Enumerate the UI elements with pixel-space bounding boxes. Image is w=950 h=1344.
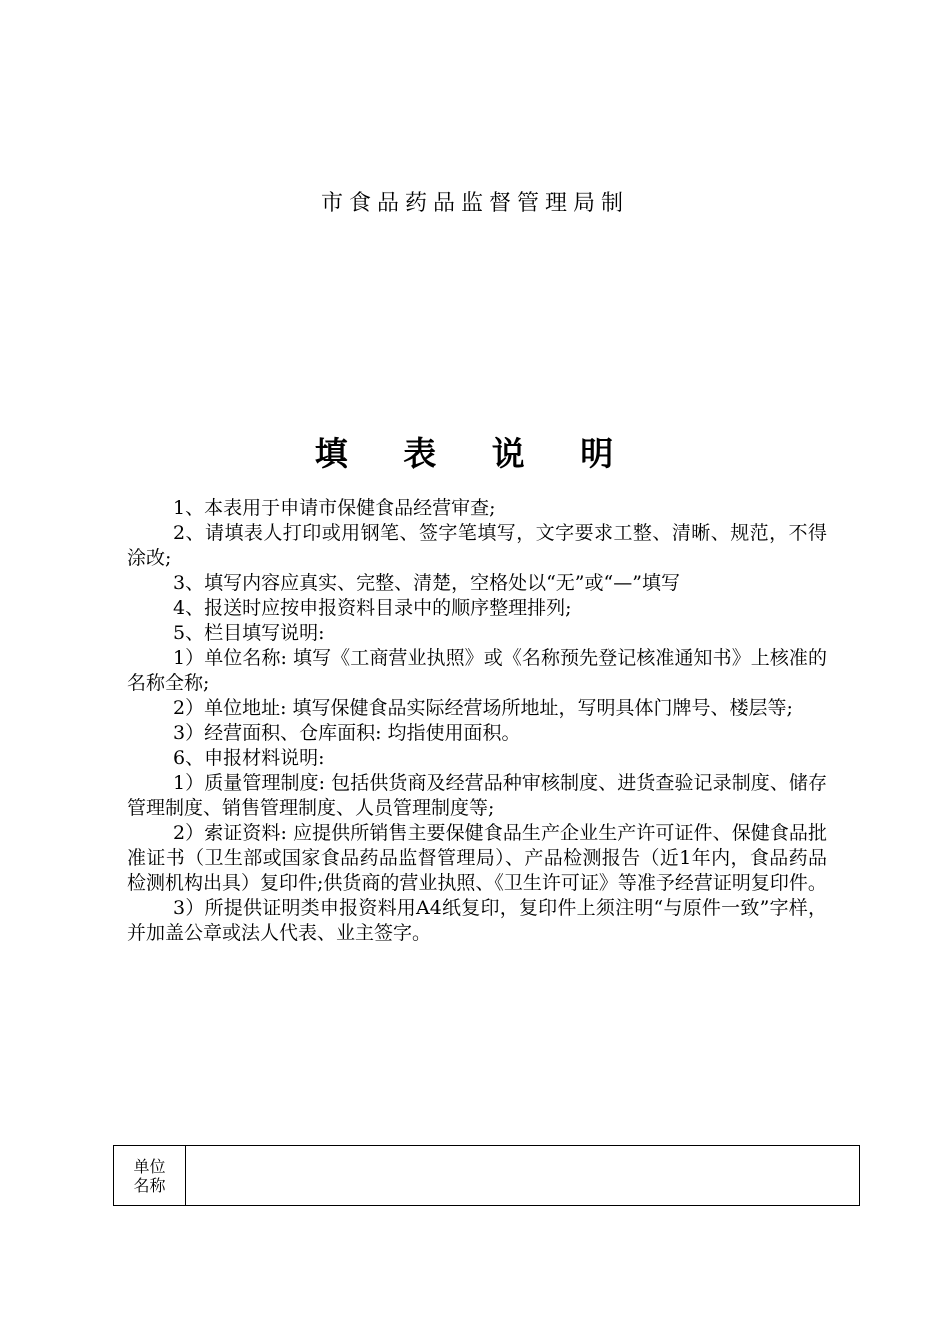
unit-name-field[interactable] xyxy=(186,1146,859,1205)
instruction-5-2: 2）单位地址: 填写保健食品实际经营场所地址，写明具体门牌号、楼层等; xyxy=(173,697,793,719)
instruction-6-1: 1）质量管理制度: 包括供货商及经营品种审核制度、进货查验记录制度、储存管理制度、销售管理制度、人员管理制度等; xyxy=(127,772,827,819)
instruction-1: 1、本表用于申请市保健食品经营审查; xyxy=(173,497,496,519)
instructions-body xyxy=(127,496,827,946)
page-title: 填 表 说 明 xyxy=(314,434,636,473)
unit-name-label xyxy=(114,1146,186,1205)
instruction-3: 3、填写内容应真实、完整、清楚，空格处以“无”或“—”填写 xyxy=(173,572,680,594)
instruction-4: 4、报送时应按申报资料目录中的顺序整理排列; xyxy=(173,597,572,619)
instruction-5-3: 3）经营面积、仓库面积: 均指使用面积。 xyxy=(173,722,521,744)
instruction-5-1: 1）单位名称: 填写《工商营业执照》或《名称预先登记核准通知书》上核准的名称全称; xyxy=(127,647,827,694)
instruction-6-2: 2）索证资料: 应提供所销售主要保健食品生产企业生产许可证件、保健食品批准证书（卫生部或国家食品药品监督管理局）、产品检测报告（近1年内，食品药品检测机构出具）复印件;供货商的营业执照、《卫生许可证》等准予经营证明复印件。 xyxy=(127,822,827,894)
issuer-line: 市食品药品监督管理局制 xyxy=(320,191,629,216)
unit-name-label-text: 单位名称 xyxy=(133,1156,166,1195)
instruction-2: 2、请填表人打印或用钢笔、签字笔填写，文字要求工整、清晰、规范，不得涂改; xyxy=(127,522,827,569)
instruction-5: 5、栏目填写说明: xyxy=(173,622,325,644)
instruction-6: 6、申报材料说明: xyxy=(173,747,325,769)
instruction-6-3: 3）所提供证明类申报资料用A4纸复印，复印件上须注明“与原件一致”字样，并加盖公章或法人代表、业主签字。 xyxy=(127,897,827,944)
unit-name-table xyxy=(113,1145,860,1206)
